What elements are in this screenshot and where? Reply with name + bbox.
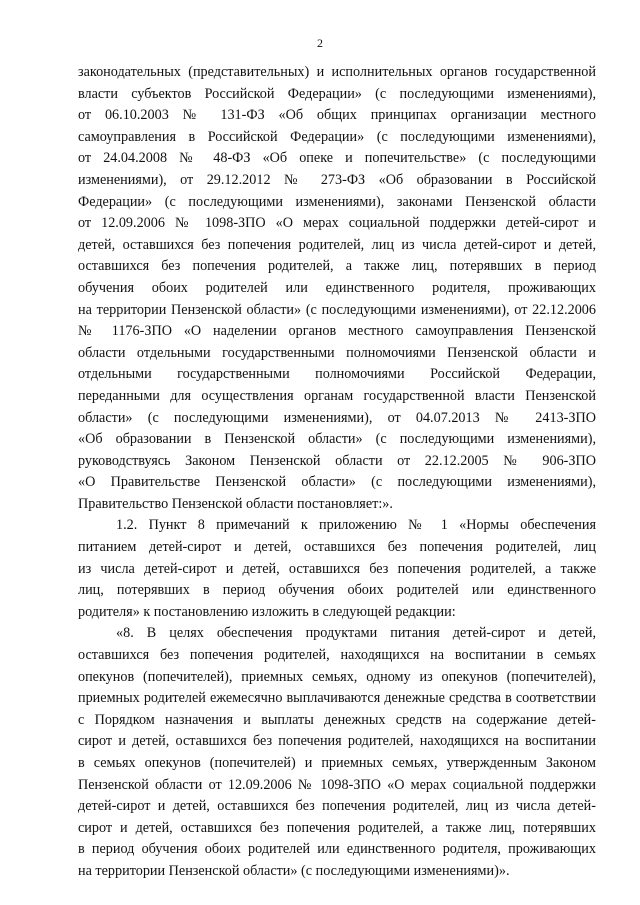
text-line: родителя» к постановлению изложить в следующей редакции: bbox=[78, 603, 456, 620]
text-line: 1.2. Пункт 8 примечаний к приложению № 1 «Нормы обеспечения bbox=[116, 517, 596, 534]
text-line: лиц, потерявших в период обучения обоих родителей или единственного bbox=[78, 582, 596, 599]
text-line: руководствуясь Законом Пензенской области от 22.12.2005 № 906-ЗПО bbox=[78, 452, 596, 469]
text-line: от 24.04.2008 № 48-ФЗ «Об опеке и попечительстве» (с последующими bbox=[78, 150, 596, 167]
text-line: переданными для осуществления органам государственной власти Пензенской bbox=[78, 387, 596, 404]
text-line: с Порядком назначения и выплаты денежных средств на содержание детей- bbox=[78, 711, 596, 728]
text-line: законодательных (представительных) и исполнительных органов государственной bbox=[78, 64, 596, 80]
text-line: оставшихся без попечения родителей, а также лиц, потерявших в период bbox=[78, 258, 596, 275]
text-line: Федерации» (с последующими изменениями), законами Пензенской области bbox=[78, 193, 596, 210]
text-line: обучения обоих родителей или единственного родителя, проживающих bbox=[78, 279, 596, 296]
text-line: от 06.10.2003 № 131-ФЗ «Об общих принципах организации местного bbox=[78, 107, 596, 124]
text-line: власти субъектов Российской Федерации» (с последующими изменениями), bbox=[78, 85, 596, 102]
text-line: в семьях опекунов (попечителей) и приемных семьях, утвержденным Законом bbox=[78, 755, 596, 771]
text-line: «Об образовании в Пензенской области» (с последующими изменениями), bbox=[78, 431, 596, 448]
text-line: оставшихся без попечения родителей, находящихся на воспитании в семьях bbox=[78, 647, 596, 664]
text-line: области» (с последующими изменениями), от 04.07.2013 № 2413-ЗПО bbox=[78, 409, 596, 426]
text-line: детей-сирот и детей, оставшихся без попечения родителей, лиц из числа детей- bbox=[78, 798, 596, 815]
text-line: изменениями), от 29.12.2012 № 273-ФЗ «Об образовании в Российской bbox=[78, 171, 596, 188]
text-line: № 1176-ЗПО «О наделении органов местного самоуправления Пензенской bbox=[78, 323, 596, 340]
text-line: самоуправления в Российской Федерации» (с последующими изменениями), bbox=[78, 128, 596, 145]
text-line: «О Правительстве Пензенской области» (с последующими изменениями), bbox=[78, 474, 596, 491]
text-line: отдельными государственными полномочиями Российской Федерации, bbox=[78, 366, 596, 383]
text-line: Правительство Пензенской области постановляет:». bbox=[78, 495, 393, 512]
text-line: из числа детей-сирот и детей, оставшихся без попечения родителей, а также bbox=[78, 560, 596, 577]
text-line: питанием детей-сирот и детей, оставшихся без попечения родителей, лиц bbox=[78, 539, 596, 556]
text-line: опекунов (попечителей), приемных семьях, одному из опекунов (попечителей), bbox=[78, 668, 596, 685]
text-line: от 12.09.2006 № 1098-ЗПО «О мерах социальной поддержки детей-сирот и bbox=[78, 215, 596, 232]
text-line: «8. В целях обеспечения продуктами питания детей-сирот и детей, bbox=[116, 625, 596, 642]
text-line: сирот и детей, оставшихся без попечения родителей, находящихся на воспитании bbox=[78, 733, 596, 750]
text-line: Пензенской области от 12.09.2006 № 1098-ЗПО «О мерах социальной поддержки bbox=[78, 776, 596, 793]
document-body bbox=[78, 62, 596, 883]
page-number: 2 bbox=[317, 36, 323, 50]
text-line: на территории Пензенской области» (с последующими изменениями), от 22.12.2006 bbox=[78, 301, 596, 318]
text-line: детей, оставшихся без попечения родителей, лиц из числа детей-сирот и детей, bbox=[78, 236, 596, 253]
text-line: сирот и детей, оставшихся без попечения родителей, а также лиц, потерявших bbox=[78, 819, 596, 836]
text-line: на территории Пензенской области» (с последующими изменениями)». bbox=[78, 862, 510, 879]
text-line: области отдельными государственными полномочиями Пензенской области и bbox=[78, 344, 596, 361]
text-line: в период обучения обоих родителей или единственного родителя, проживающих bbox=[78, 841, 596, 858]
text-line: приемных родителей ежемесячно выплачиваются денежные средства в соответствии bbox=[78, 690, 596, 707]
